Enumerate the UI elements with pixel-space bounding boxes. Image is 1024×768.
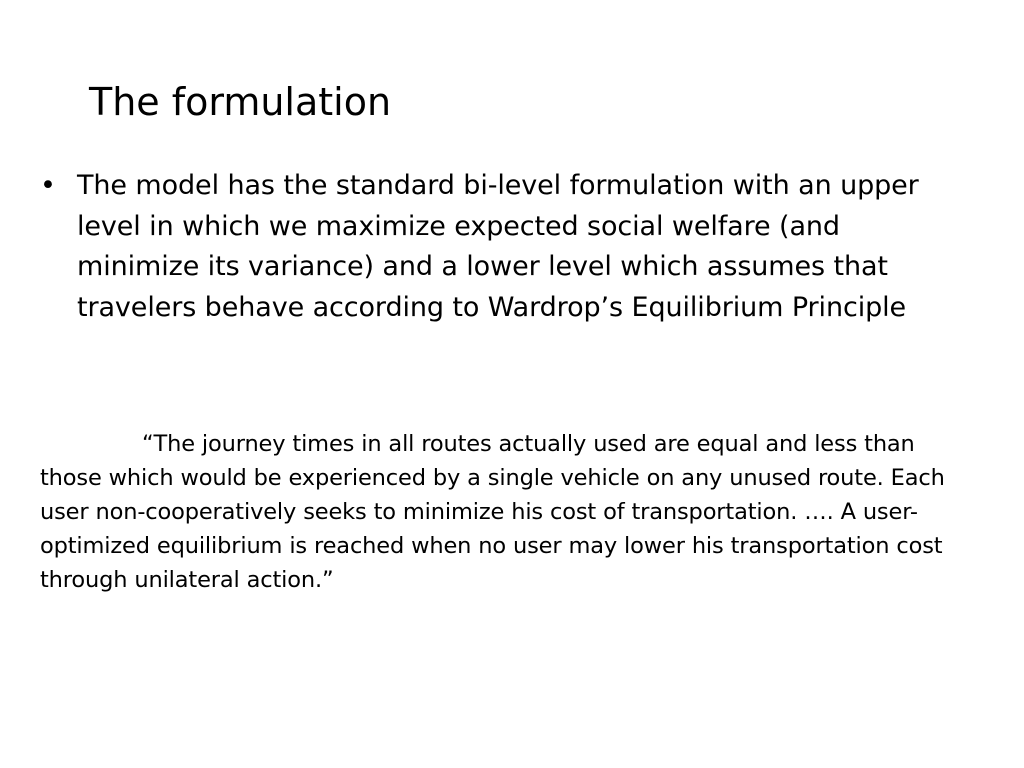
slide-title: The formulation (89, 80, 392, 124)
bullet-text: The model has the standard bi-level formulation with an upper level in which we maximize expected social welfare (and minimize its variance) and a lower level which assumes that travelers behave according to Wardrop’s Equilibrium Principle (77, 170, 919, 323)
bullet-list (40, 166, 940, 328)
bullet-item (40, 166, 940, 328)
bullet-marker: • (40, 170, 56, 201)
wardrop-quote: “The journey times in all routes actually used are equal and less than those which would be experienced by a single vehicle on any unused route. Each user non-cooperatively seeks to minimize his cost of transportation. …. A user-optimized equilibrium is reached when no user may lower his transportation cost through unilateral action.” (40, 431, 945, 593)
